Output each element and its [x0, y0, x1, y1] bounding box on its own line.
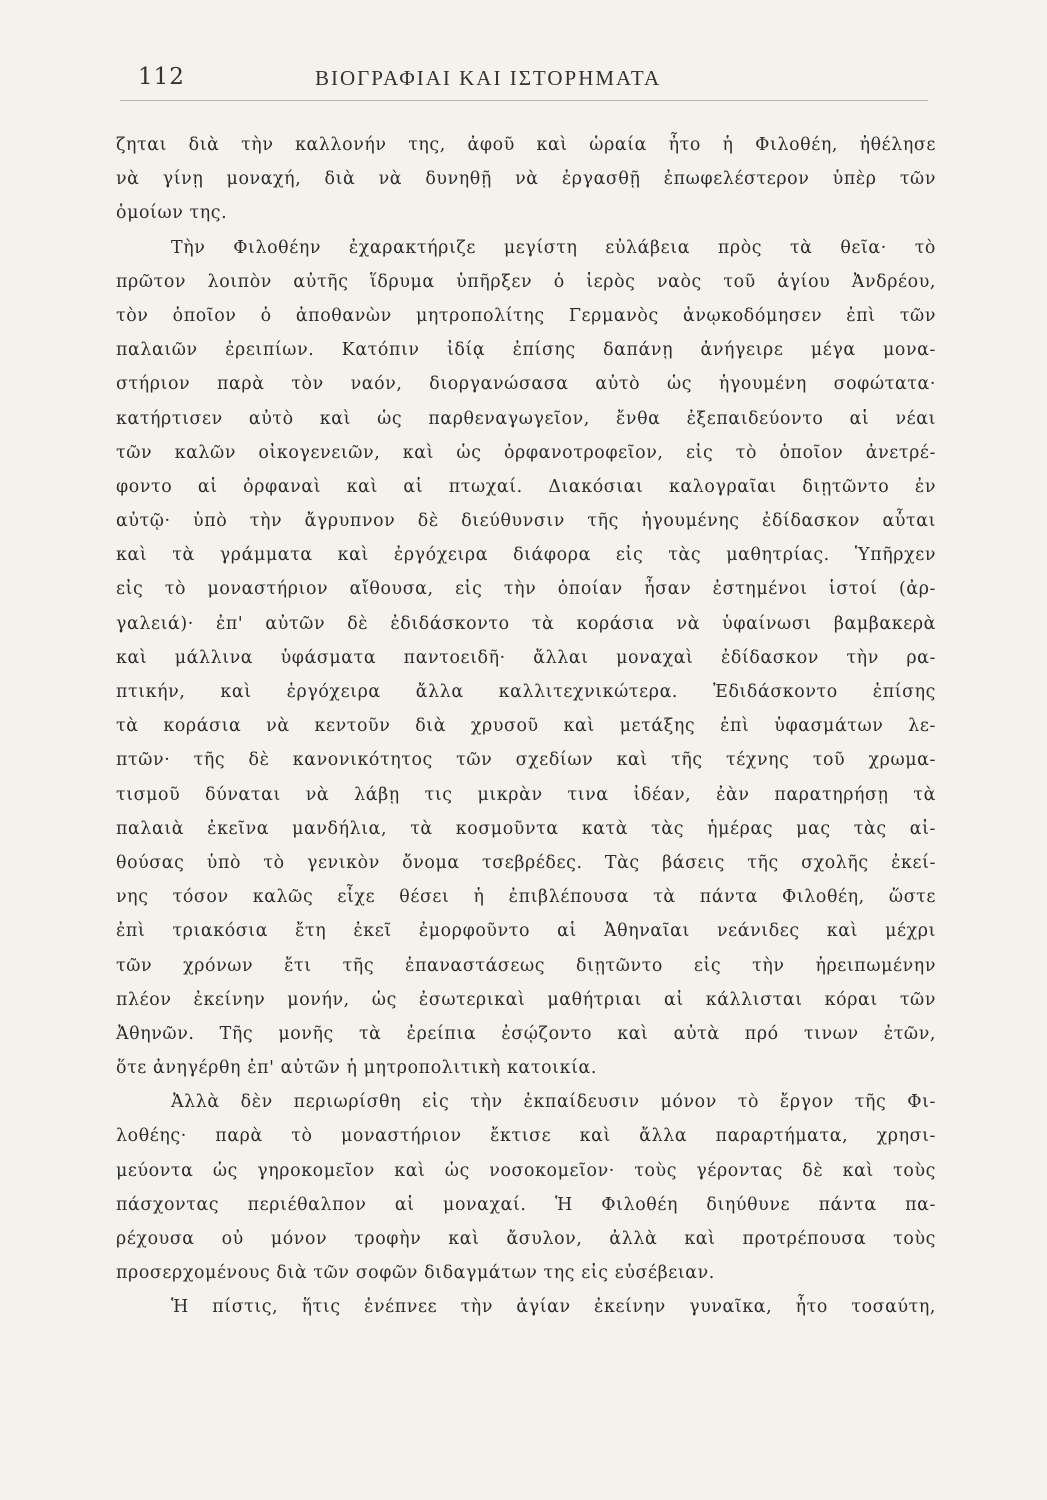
text-line: ζηται διὰ τὴν καλλονήν της, ἀφοῦ καὶ ὡραία ἦτο ἡ Φιλοθέη, ἠθέλησε — [116, 135, 936, 155]
text-line: γαλειά)· ἐπ' αὐτῶν δὲ ἐδιδάσκοντο τὰ κοράσια νὰ ὑφαίνωσι βαμβακερὰ — [116, 613, 936, 634]
text-line: ρέχουσα οὐ μόνον τροφὴν καὶ ἄσυλον, ἀλλὰ καὶ προτρέπουσα τοὺς — [116, 1229, 936, 1249]
text-line: προσερχομένους διὰ τῶν σοφῶν διδαγμάτων της εἰς εὐσέβειαν. — [116, 1263, 715, 1284]
text-line: τῶν καλῶν οἰκογενειῶν, καὶ ὡς ὀρφανοτροφεῖον, εἰς τὸ ὁποῖον ἀνετρέ- — [116, 442, 936, 463]
text-line: τῶν χρόνων ἔτι τῆς ἐπαναστάσεως διῃτῶντο εἰς τὴν ἠρειπωμένην — [116, 955, 936, 976]
text-line: Τὴν Φιλοθέην ἐχαρακτήριζε μεγίστη εὐλάβεια πρὸς τὰ θεῖα· τὸ — [171, 237, 936, 258]
text-line: ὅτε ἀνηγέρθη ἐπ' αὐτῶν ἡ μητροπολιτικὴ κατοικία. — [116, 1058, 597, 1079]
running-title: ΒΙΟΓΡΑΦΙΑΙ ΚΑΙ ΙΣΤΟΡΗΜΑΤΑ — [315, 66, 662, 90]
text-line: τισμοῦ δύναται νὰ λάβῃ τις μικρὰν τινα ἰδέαν, ἐὰν παρατηρήσῃ τὰ — [116, 784, 936, 805]
text-line: καὶ μάλλινα ὑφάσματα παντοειδῆ· ἄλλαι μοναχαὶ ἐδίδασκον τὴν ρα- — [116, 647, 936, 668]
text-line: ἐπὶ τριακόσια ἔτη ἐκεῖ ἐμορφοῦντο αἱ Ἀθηναῖαι νεάνιδες καὶ μέχρι — [116, 921, 936, 942]
text-line: τὰ κοράσια νὰ κεντοῦν διὰ χρυσοῦ καὶ μετάξης ἐπὶ ὑφασμάτων λε- — [116, 716, 936, 737]
text-line: Ἀθηνῶν. Τῆς μονῆς τὰ ἐρείπια ἐσῴζοντο καὶ αὐτὰ πρό τινων ἐτῶν, — [116, 1023, 936, 1044]
text-line: Ἡ πίστις, ἥτις ἐνέπνεε τὴν ἁγίαν ἐκείνην γυναῖκα, ἦτο τοσαύτη, — [171, 1297, 936, 1318]
text-line: παλαιῶν ἐρειπίων. Κατόπιν ἰδίᾳ ἐπίσης δαπάνῃ ἀνήγειρε μέγα μονα- — [116, 340, 936, 361]
text-line: μεύοντα ὡς γηροκομεῖον καὶ ὡς νοσοκομεῖον· τοὺς γέροντας δὲ καὶ τοὺς — [116, 1160, 936, 1181]
text-line: Ἀλλὰ δὲν περιωρίσθη εἰς τὴν ἐκπαίδευσιν μόνον τὸ ἔργον τῆς Φι- — [171, 1092, 936, 1113]
text-line: λοθέης· παρὰ τὸ μοναστήριον ἔκτισε καὶ ἄλλα παραρτήματα, χρησι- — [116, 1126, 936, 1147]
text-line: κατήρτισεν αὐτὸ καὶ ὡς παρθεναγωγεῖον, ἔνθα ἐξεπαιδεύοντο αἱ νέαι — [116, 408, 936, 429]
text-line: στήριον παρὰ τὸν ναόν, διοργανώσασα αὐτὸ ὡς ἡγουμένη σοφώτατα· — [116, 374, 936, 395]
text-line: εἰς τὸ μοναστήριον αἴθουσα, εἰς τὴν ὁποίαν ἦσαν ἐστημένοι ἱστοί (ἀρ- — [116, 579, 936, 600]
text-line: πλέον ἐκείνην μονήν, ὡς ἐσωτερικαὶ μαθήτριαι αἱ κάλλισται κόραι τῶν — [116, 989, 936, 1010]
text-line: αὐτῷ· ὑπὸ τὴν ἄγρυπνον δὲ διεύθυνσιν τῆς ἡγουμένης ἐδίδασκον αὗται — [116, 511, 936, 532]
text-line: νης τόσον καλῶς εἶχε θέσει ἡ ἐπιβλέπουσα τὰ πάντα Φιλοθέη, ὥστε — [116, 887, 936, 908]
header-rule — [120, 100, 928, 101]
text-line: πρῶτον λοιπὸν αὐτῆς ἵδρυμα ὑπῆρξεν ὁ ἱερὸς ναὸς τοῦ ἁγίου Ἀνδρέου, — [116, 271, 936, 292]
text-line: φοντο αἱ ὀρφαναὶ καὶ αἱ πτωχαί. Διακόσιαι καλογραῖαι διῃτῶντο ἐν — [116, 476, 936, 497]
text-line: ὁμοίων της. — [116, 203, 228, 224]
text-line: καὶ τὰ γράμματα καὶ ἐργόχειρα διάφορα εἰς τὰς μαθητρίας. Ὑπῆρχεν — [116, 545, 936, 566]
text-line: τὸν ὁποῖον ὁ ἀποθανὼν μητροπολίτης Γερμανὸς ἀνῳκοδόμησεν ἐπὶ τῶν — [116, 305, 936, 326]
text-line: πτῶν· τῆς δὲ κανονικότητος τῶν σχεδίων καὶ τῆς τέχνης τοῦ χρωμα- — [116, 750, 936, 771]
body-text — [116, 128, 936, 1325]
text-line: πάσχοντας περιέθαλπον αἱ μοναχαί. Ἡ Φιλοθέη διηύθυνε πάντα πα- — [116, 1194, 936, 1215]
text-line: νὰ γίνῃ μοναχή, διὰ νὰ δυνηθῇ νὰ ἐργασθῇ ἐπωφελέστερον ὑπὲρ τῶν — [116, 169, 936, 190]
page-number: 112 — [138, 64, 185, 90]
text-line: παλαιὰ ἐκεῖνα μανδήλια, τὰ κοσμοῦντα κατὰ τὰς ἡμέρας μας τὰς αἰ- — [116, 818, 936, 839]
page-header — [120, 58, 940, 98]
text-line: πτικήν, καὶ ἐργόχειρα ἄλλα καλλιτεχνικώτερα. Ἐδιδάσκοντο ἐπίσης — [116, 682, 936, 702]
text-line: θούσας ὑπὸ τὸ γενικὸν ὄνομα τσεβρέδες. Τὰς βάσεις τῆς σχολῆς ἐκεί- — [116, 852, 936, 873]
